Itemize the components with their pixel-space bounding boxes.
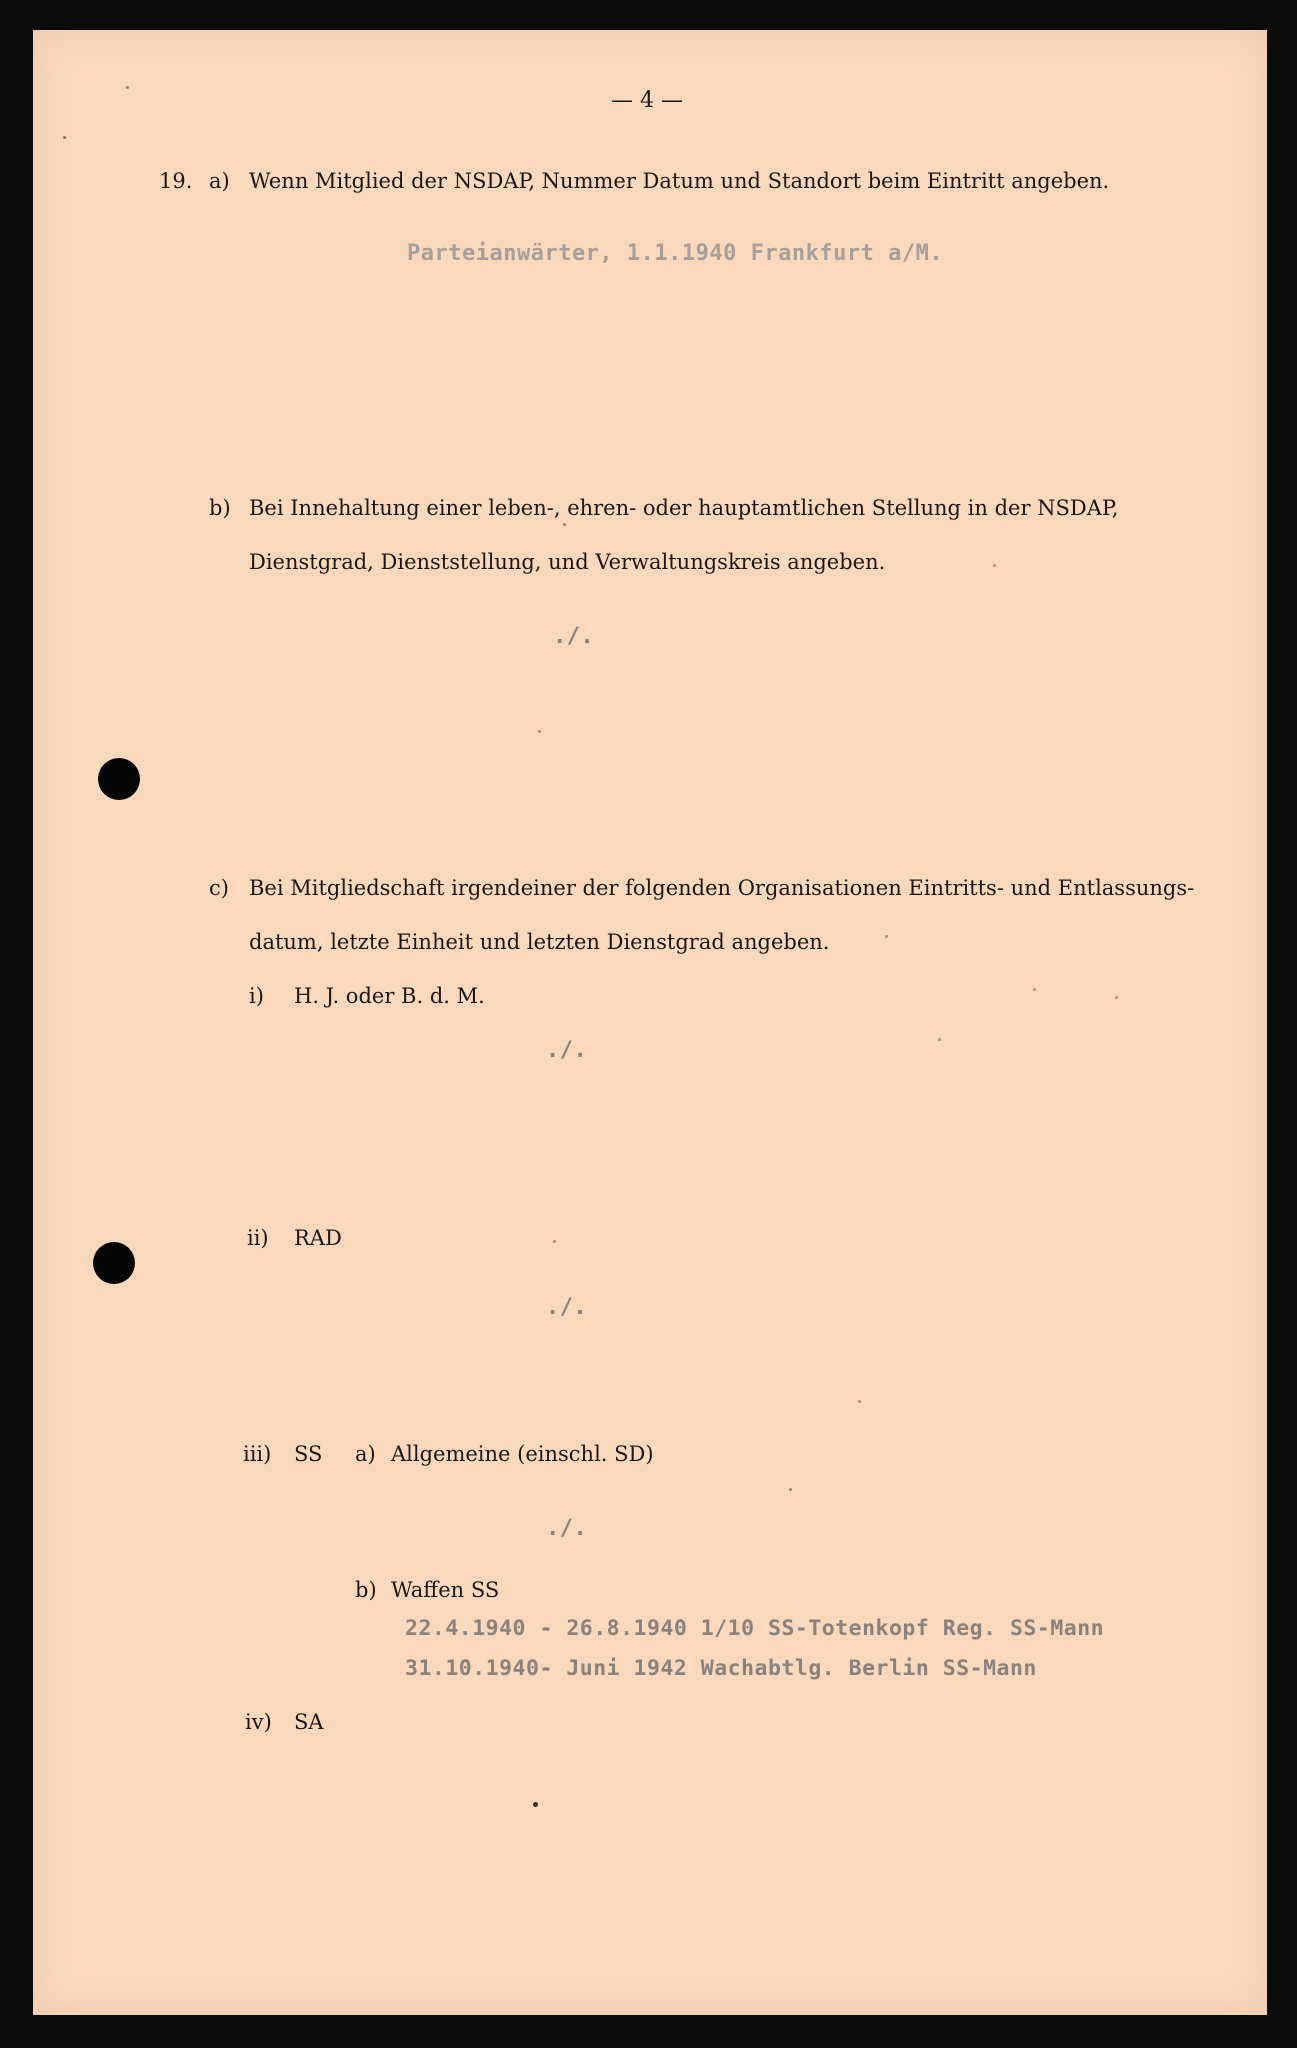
item-iii-a-label: Allgemeine (einschl. SD) [391, 1442, 654, 1466]
item-iii-b-label: Waffen SS [391, 1578, 500, 1602]
q19a-marker: a) [209, 169, 230, 193]
document-page [33, 30, 1267, 2015]
item-iv-marker: iv) [245, 1710, 272, 1734]
paper-speck [1033, 988, 1036, 991]
paper-speck [533, 1802, 538, 1807]
q19b-question-line1: Bei Innehaltung einer leben-, ehren- oder hauptamtlichen Stellung in der NSDAP, [249, 496, 1119, 520]
item-iii-marker: iii) [243, 1442, 272, 1466]
item-ii-answer: ./. [546, 1295, 588, 1320]
q19b-answer: ./. [553, 624, 595, 649]
paper-speck [538, 730, 541, 733]
paper-speck [563, 523, 566, 526]
item-iii-b-answer-line1: 22.4.1940 - 26.8.1940 1/10 SS-Totenkopf Reg. SS-Mann [405, 1616, 1105, 1641]
q19b-question-line2: Dienstgrad, Dienststellung, und Verwaltungskreis angeben. [249, 550, 886, 574]
q19c-question-line1: Bei Mitgliedschaft irgendeiner der folgenden Organisationen Eintritts- und Entlassungs- [249, 876, 1195, 900]
punch-hole-bottom [93, 1242, 135, 1284]
q19c-marker: c) [209, 876, 229, 900]
paper-speck [938, 1038, 941, 1041]
item-iii-b-marker: b) [355, 1578, 377, 1602]
paper-speck [553, 1240, 556, 1243]
page-number: — 4 — [611, 88, 683, 113]
item-i-answer: ./. [546, 1038, 588, 1063]
paper-speck [126, 86, 129, 89]
item-iv-label: SA [294, 1710, 324, 1734]
item-i-label: H. J. oder B. d. M. [294, 984, 485, 1008]
paper-speck [885, 935, 888, 938]
paper-speck [63, 136, 66, 139]
q19b-marker: b) [209, 496, 231, 520]
paper-speck [993, 564, 996, 567]
q19a-question: Wenn Mitglied der NSDAP, Nummer Datum und Standort beim Eintritt angeben. [249, 169, 1110, 193]
item-ii-marker: ii) [247, 1226, 269, 1250]
paper-speck [858, 1400, 861, 1403]
item-iii-label: SS [294, 1442, 323, 1466]
item-iii-b-answer-line2: 31.10.1940- Juni 1942 Wachabtlg. Berlin SS-Mann [405, 1656, 1037, 1681]
punch-hole-top [98, 758, 140, 800]
item-iii-a-marker: a) [355, 1442, 376, 1466]
q19a-answer: Parteianwärter, 1.1.1940 Frankfurt a/M. [407, 241, 944, 266]
item-ii-label: RAD [294, 1226, 342, 1250]
item-i-marker: i) [249, 984, 264, 1008]
question-number: 19. [159, 169, 193, 193]
item-iii-a-answer: ./. [546, 1516, 588, 1541]
q19c-question-line2: datum, letzte Einheit und letzten Dienstgrad angeben. [249, 930, 830, 954]
paper-speck [1115, 996, 1118, 999]
paper-speck [789, 1488, 792, 1491]
